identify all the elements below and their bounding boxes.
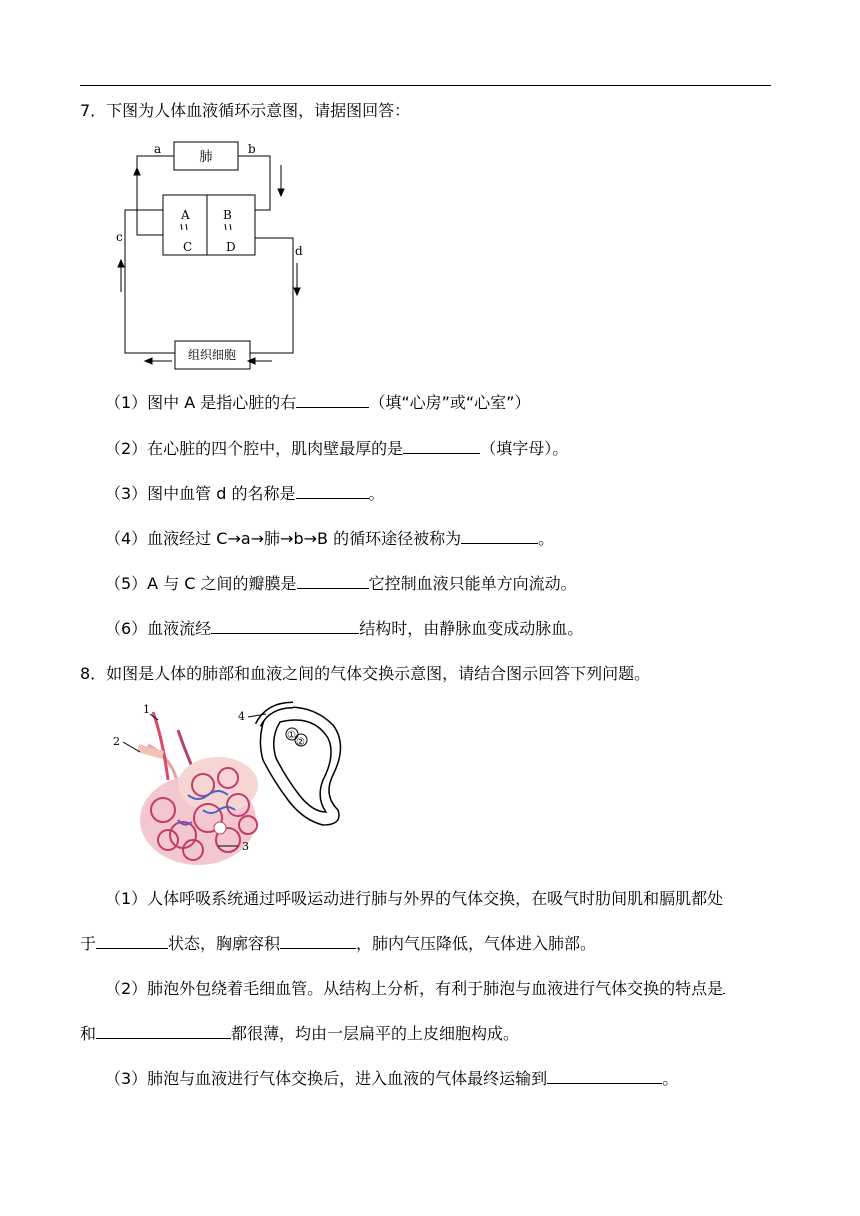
header-rule <box>80 85 771 86</box>
q8-item-2-line2: 和 都很薄，均由一层扁平的上皮细胞构成。 <box>80 1024 520 1043</box>
label-2: 2 <box>113 735 120 748</box>
q8-item-1-line2: 于 状态，胸廓容积 ，肺内气压降低，气体进入肺部。 <box>80 934 597 953</box>
q7-item-5: （5）A 与 C 之间的瓣膜是 它控制血液只能单方向流动。 <box>105 574 577 593</box>
label-circle-2: ② <box>296 737 305 748</box>
answer-blank[interactable] <box>296 393 369 408</box>
label-b: b <box>248 142 256 156</box>
heart-box <box>163 195 255 255</box>
answer-blank[interactable] <box>547 1069 662 1084</box>
alveoli-diagram <box>108 700 358 870</box>
answer-blank[interactable] <box>297 574 369 589</box>
label-lung: 肺 <box>199 150 213 165</box>
answer-blank[interactable] <box>403 439 480 454</box>
q7-title: 7．下图为人体血液循环示意图，请据图回答： <box>80 101 411 120</box>
answer-blank[interactable] <box>280 934 356 949</box>
q7-item-2: （2）在心脏的四个腔中，肌肉壁最厚的是 （填字母）。 <box>105 439 569 458</box>
label-4: 4 <box>238 710 245 723</box>
q7-item-1: （1）图中 A 是指心脏的右 （填“心房”或“心室”） <box>105 393 531 412</box>
answer-blank[interactable] <box>96 934 168 949</box>
answer-blank[interactable] <box>96 1024 231 1039</box>
label-1: 1 <box>143 703 150 716</box>
q7-item-3: （3）图中血管 d 的名称是 。 <box>105 484 385 503</box>
answer-blank[interactable] <box>723 979 725 994</box>
q7-item-4: （4）血液经过 C→a→肺→b→B 的循环途径被称为 。 <box>105 529 555 548</box>
answer-blank[interactable] <box>461 529 538 544</box>
q8-item-3: （3）肺泡与血液进行气体交换后，进入血液的气体最终运输到 。 <box>105 1069 679 1088</box>
label-a: a <box>154 142 162 156</box>
label-circle-1: ① <box>287 730 296 741</box>
answer-blank[interactable] <box>211 619 359 634</box>
circulation-diagram <box>110 135 310 370</box>
label-c: c <box>116 230 123 244</box>
alveolus-detail <box>258 705 341 825</box>
q8-item-2-line1: （2）肺泡外包绕着毛细血管。从结构上分析，有利于肺泡与血液进行气体交换的特点是 <box>105 979 724 998</box>
label-d: d <box>295 244 303 258</box>
label-C: C <box>183 240 193 254</box>
label-B: B <box>223 208 232 222</box>
alveoli-cluster <box>140 757 258 865</box>
label-D: D <box>226 240 236 254</box>
answer-blank[interactable] <box>296 484 369 499</box>
label-A: A <box>181 208 190 222</box>
q8-title: 8．如图是人体的肺部和血液之间的气体交换示意图，请结合图示回答下列问题。 <box>80 664 651 683</box>
q8-item-1-line1: （1）人体呼吸系统通过呼吸运动进行肺与外界的气体交换，在吸气时肋间肌和膈肌都处 <box>105 889 724 908</box>
label-3: 3 <box>242 840 249 853</box>
label-tissue: 组织细胞 <box>187 348 237 362</box>
q7-item-6: （6）血液流经 结构时，由静脉血变成动脉血。 <box>105 619 584 638</box>
